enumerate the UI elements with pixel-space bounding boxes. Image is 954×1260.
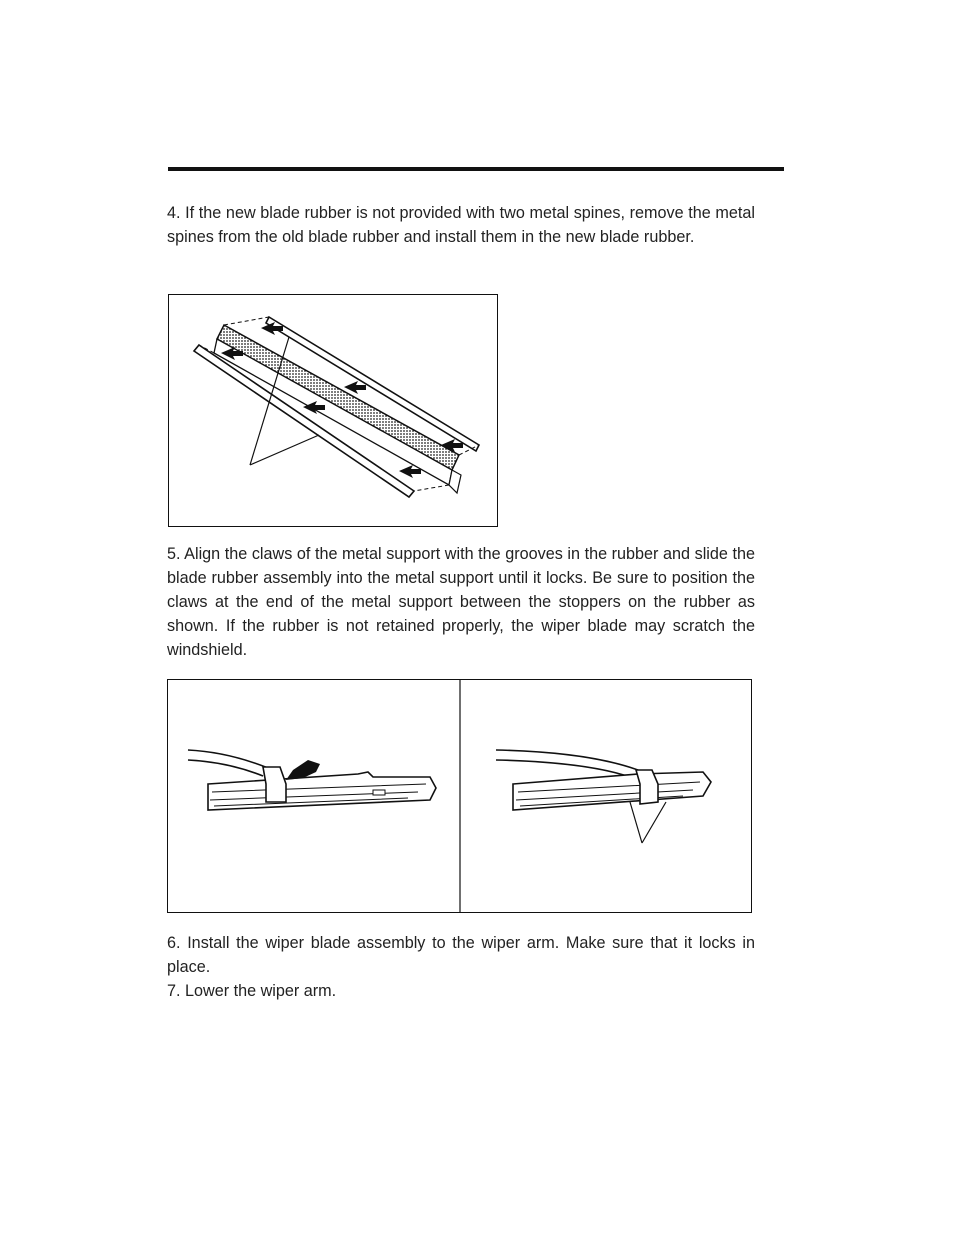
step-7-text: 7. Lower the wiper arm. bbox=[167, 982, 337, 1000]
metal-spines-figure bbox=[168, 294, 498, 527]
claw-figure bbox=[167, 679, 752, 913]
header-rule bbox=[168, 167, 784, 171]
claw-locked-illustration bbox=[496, 750, 711, 843]
step-5-text: 5. Align the claws of the metal support with the grooves in the rubber and slide the blade rubber assembly into the metal support until it locks. Be sure to position the claws at the end of the metal support between the stoppers on the rubber as shown. If the rubber is not retained properly, the wiper blade may scratch the windshield. bbox=[167, 545, 755, 659]
step-4-text: 4. If the new blade rubber is not provided with two metal spines, remove the metal spines from the old blade rubber and install them in the new blade rubber. bbox=[167, 204, 755, 246]
metal-spines-illustration bbox=[169, 295, 497, 526]
claw-slide-illustration bbox=[188, 750, 436, 810]
claw-illustrations bbox=[168, 680, 751, 912]
step-6-text: 6. Install the wiper blade assembly to the wiper arm. Make sure that it locks in place. bbox=[167, 934, 755, 976]
